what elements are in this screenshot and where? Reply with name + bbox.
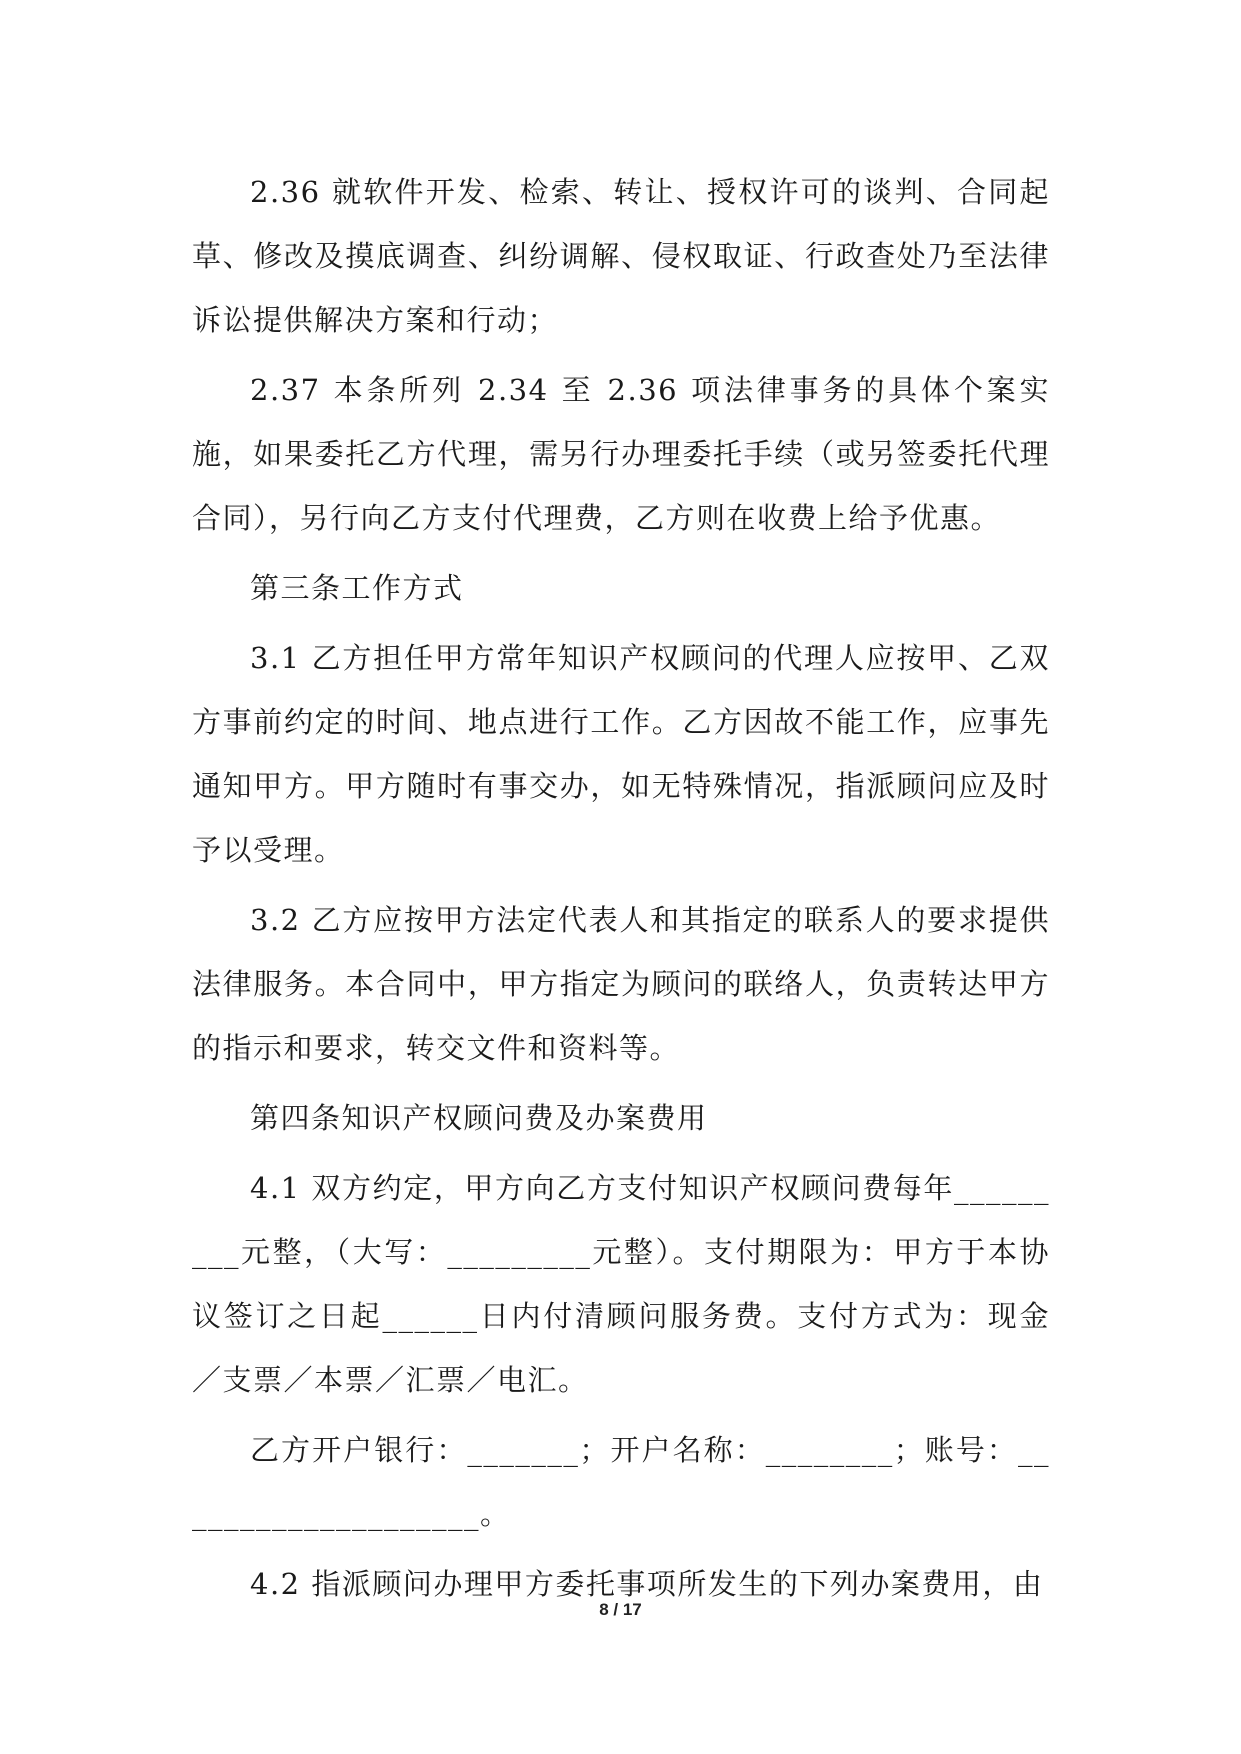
- article-4-heading: 第四条知识产权顾问费及办案费用: [250, 1101, 708, 1135]
- clause-2-37: 2.37 本条所列 2.34 至 2.36 项法律事务的具体个案实施，如果委托乙方代理，需另行办理委托手续（或另签委托代理合同），另行向乙方支付代理费，乙方则在收费上给予优惠。: [192, 373, 1050, 535]
- clause-2-36: 2.36 就软件开发、检索、转让、授权许可的谈判、合同起草、修改及摸底调查、纠纷调解、侵权取证、行政查处乃至法律诉讼提供解决方案和行动；: [192, 175, 1050, 337]
- document-body: [192, 160, 1050, 1622]
- article-3-heading: 第三条工作方式: [250, 571, 464, 605]
- clause-4-2: 4.2 指派顾问办理甲方委托事项所发生的下列办案费用，由: [250, 1567, 1044, 1601]
- page-number: 8 / 17: [599, 1600, 642, 1619]
- clause-4-1: 4.1 双方约定，甲方向乙方支付知识产权顾问费每年_________元整，（大写：_________元整）。支付期限为：甲方于本协议签订之日起______日内付清顾问服务费。支付方式为：现金／支票／本票／汇票／电汇。: [192, 1171, 1050, 1397]
- clause-3-2: 3.2 乙方应按甲方法定代表人和其指定的联系人的要求提供法律服务。本合同中，甲方指定为顾问的联络人，负责转达甲方的指示和要求，转交文件和资料等。: [192, 903, 1050, 1065]
- clause-3-1: 3.1 乙方担任甲方常年知识产权顾问的代理人应按甲、乙双方事前约定的时间、地点进行工作。乙方因故不能工作，应事先通知甲方。甲方随时有事交办，如无特殊情况，指派顾问应及时予以受理。: [192, 641, 1050, 867]
- bank-account-info: 乙方开户银行：_______；开户名称：________；账号：____________________。: [192, 1433, 1050, 1531]
